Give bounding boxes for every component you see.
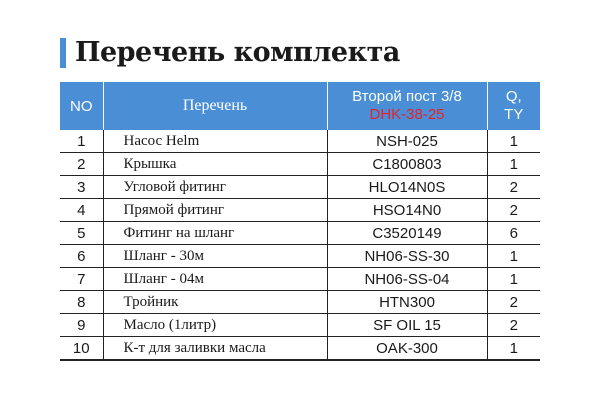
cell-name: Крышка <box>103 153 327 176</box>
cell-name: Шланг - 04м <box>103 268 327 291</box>
cell-model: NH06-SS-04 <box>327 268 487 291</box>
cell-qty: 1 <box>487 337 540 361</box>
table-row <box>60 222 540 245</box>
cell-no: 4 <box>60 199 103 222</box>
table-row <box>60 153 540 176</box>
cell-name: Насос Helm <box>103 130 327 153</box>
header-model-line2: DHK-38-25 <box>369 106 445 123</box>
table-header-row <box>60 82 540 130</box>
cell-name: Масло (1литр) <box>103 314 327 337</box>
cell-no: 10 <box>60 337 103 361</box>
cell-no: 1 <box>60 130 103 153</box>
kit-table <box>60 82 540 361</box>
cell-model: NSH-025 <box>327 130 487 153</box>
title-block <box>60 37 400 68</box>
cell-qty: 2 <box>487 176 540 199</box>
cell-qty: 1 <box>487 268 540 291</box>
cell-qty: 2 <box>487 199 540 222</box>
cell-model: C1800803 <box>327 153 487 176</box>
page-title: Перечень комплекта <box>75 37 400 68</box>
header-model <box>327 82 487 130</box>
table-row <box>60 199 540 222</box>
cell-no: 7 <box>60 268 103 291</box>
cell-name: К-т для заливки масла <box>103 337 327 361</box>
cell-name: Прямой фитинг <box>103 199 327 222</box>
cell-qty: 1 <box>487 245 540 268</box>
cell-qty: 2 <box>487 291 540 314</box>
cell-model: HSO14N0 <box>327 199 487 222</box>
header-qty-line1: Q, <box>505 88 522 105</box>
header-model-line1: Второй пост 3/8 <box>352 88 462 105</box>
header-qty <box>487 82 540 130</box>
table-row <box>60 337 540 361</box>
cell-name: Шланг - 30м <box>103 245 327 268</box>
cell-name: Фитинг на шланг <box>103 222 327 245</box>
cell-name: Тройник <box>103 291 327 314</box>
cell-model: SF OIL 15 <box>327 314 487 337</box>
cell-qty: 2 <box>487 314 540 337</box>
table-row <box>60 314 540 337</box>
cell-no: 2 <box>60 153 103 176</box>
cell-no: 6 <box>60 245 103 268</box>
cell-no: 8 <box>60 291 103 314</box>
cell-model: HLO14N0S <box>327 176 487 199</box>
cell-no: 3 <box>60 176 103 199</box>
title-accent-bar <box>60 38 66 68</box>
table-row <box>60 291 540 314</box>
cell-no: 9 <box>60 314 103 337</box>
cell-model: C3520149 <box>327 222 487 245</box>
table-row <box>60 268 540 291</box>
cell-qty: 1 <box>487 130 540 153</box>
cell-model: NH06-SS-30 <box>327 245 487 268</box>
table-row <box>60 130 540 153</box>
table-row <box>60 245 540 268</box>
cell-name: Угловой фитинг <box>103 176 327 199</box>
header-name: Перечень <box>103 82 327 130</box>
cell-model: HTN300 <box>327 291 487 314</box>
cell-no: 5 <box>60 222 103 245</box>
header-no: NO <box>60 82 103 130</box>
cell-qty: 1 <box>487 153 540 176</box>
header-qty-line2: TY <box>504 106 524 123</box>
cell-qty: 6 <box>487 222 540 245</box>
table-row <box>60 176 540 199</box>
cell-model: OAK-300 <box>327 337 487 361</box>
